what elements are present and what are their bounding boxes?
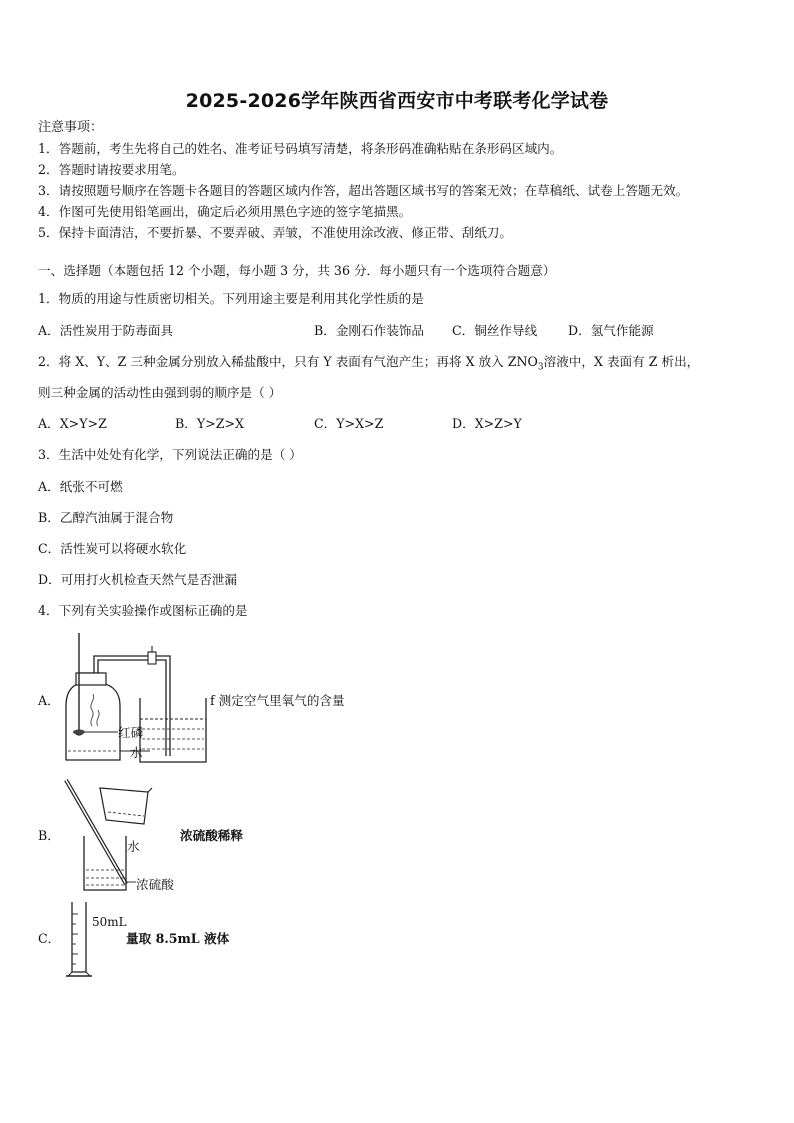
q1-option-c: C．铜丝作导线 xyxy=(452,323,538,338)
q3-option-c: C．活性炭可以将硬水软化 xyxy=(38,541,187,556)
q3-option-d: D．可用打火机检查天然气是否泄漏 xyxy=(38,572,238,587)
q4-a-red-phosphorus-label: 红磷 xyxy=(118,725,144,740)
graduated-cylinder xyxy=(64,900,94,980)
q2-stem-pre: 2．将 X、Y、Z 三种金属分别放入稀盐酸中，只有 Y 表面有气泡产生；再将 X 放入 ZNO xyxy=(38,354,538,369)
q4-stem: 4．下列有关实验操作或图标正确的是 xyxy=(38,603,248,618)
q2-stem-line1 xyxy=(38,353,699,377)
q2-stem-post: 溶液中，X 表面有 Z 析出， xyxy=(543,354,700,369)
q1-option-a: A．活性炭用于防毒面具 xyxy=(38,323,174,338)
q2-option-a: A．X>Y>Z xyxy=(38,416,107,431)
section-heading: 一、选择题（本题包括 12 个小题，每小题 3 分，共 36 分．每小题只有一个选项符合题意） xyxy=(38,263,556,278)
q1-stem: 1．物质的用途与性质密切相关。下列用途主要是利用其化学性质的是 xyxy=(38,291,424,306)
note-item-5: 5．保持卡面清洁，不要折暴、不要弄破、弄皱，不准使用涂改液、修正带、刮纸刀。 xyxy=(38,225,512,240)
q2-option-c: C．Y>X>Z xyxy=(314,416,384,431)
q4-option-b-caption: 浓硫酸稀释 xyxy=(180,828,243,843)
q4-option-a-label: A． xyxy=(38,693,60,708)
note-item-3: 3．请按照题号顺序在答题卡各题目的答题区域内作答，超出答题区域书写的答案无效；在草稿纸、试卷上答题无效。 xyxy=(38,183,689,198)
q3-option-b: B．乙醇汽油属于混合物 xyxy=(38,510,174,525)
q4-option-c-label: C． xyxy=(38,931,61,946)
note-item-4: 4．作图可先使用铅笔画出，确定后必须用黑色字迹的签字笔描黑。 xyxy=(38,204,412,219)
q2-stem-sub: 3 xyxy=(537,362,544,373)
q2-option-d: D．X>Z>Y xyxy=(452,416,522,431)
page-title: 2025-2026学年陕西省西安市中考联考化学试卷 xyxy=(185,90,609,112)
q4-b-water-label: 水 xyxy=(127,839,140,854)
q4-b-acid-label: 浓硫酸 xyxy=(136,877,174,892)
q4-a-water-label: 水 xyxy=(130,745,143,760)
q4-c-volume-label: 50mL xyxy=(92,915,127,929)
q1-option-d: D．氢气作能源 xyxy=(568,323,654,338)
q2-stem-line2: 则三种金属的活动性由强到弱的顺序是（ ） xyxy=(38,385,282,400)
q4-option-a-caption: f 测定空气里氧气的含量 xyxy=(210,693,345,708)
note-item-1: 1．答题前，考生先将自己的姓名、准考证号码填写清楚，将条形码准确粘贴在条形码区域内。 xyxy=(38,141,563,156)
q4-option-c-caption: 量取 8.5mL 液体 xyxy=(126,931,230,946)
note-item-2: 2．答题时请按要求用笔。 xyxy=(38,162,185,177)
notes-heading: 注意事项： xyxy=(38,120,104,135)
q4-option-b-label: B． xyxy=(38,828,60,843)
q2-option-b: B．Y>Z>X xyxy=(175,416,244,431)
q3-stem: 3．生活中处处有化学，下列说法正确的是（ ） xyxy=(38,447,302,462)
q3-option-a: A．纸张不可燃 xyxy=(38,479,123,494)
q1-option-b: B．金刚石作装饰品 xyxy=(314,323,425,338)
